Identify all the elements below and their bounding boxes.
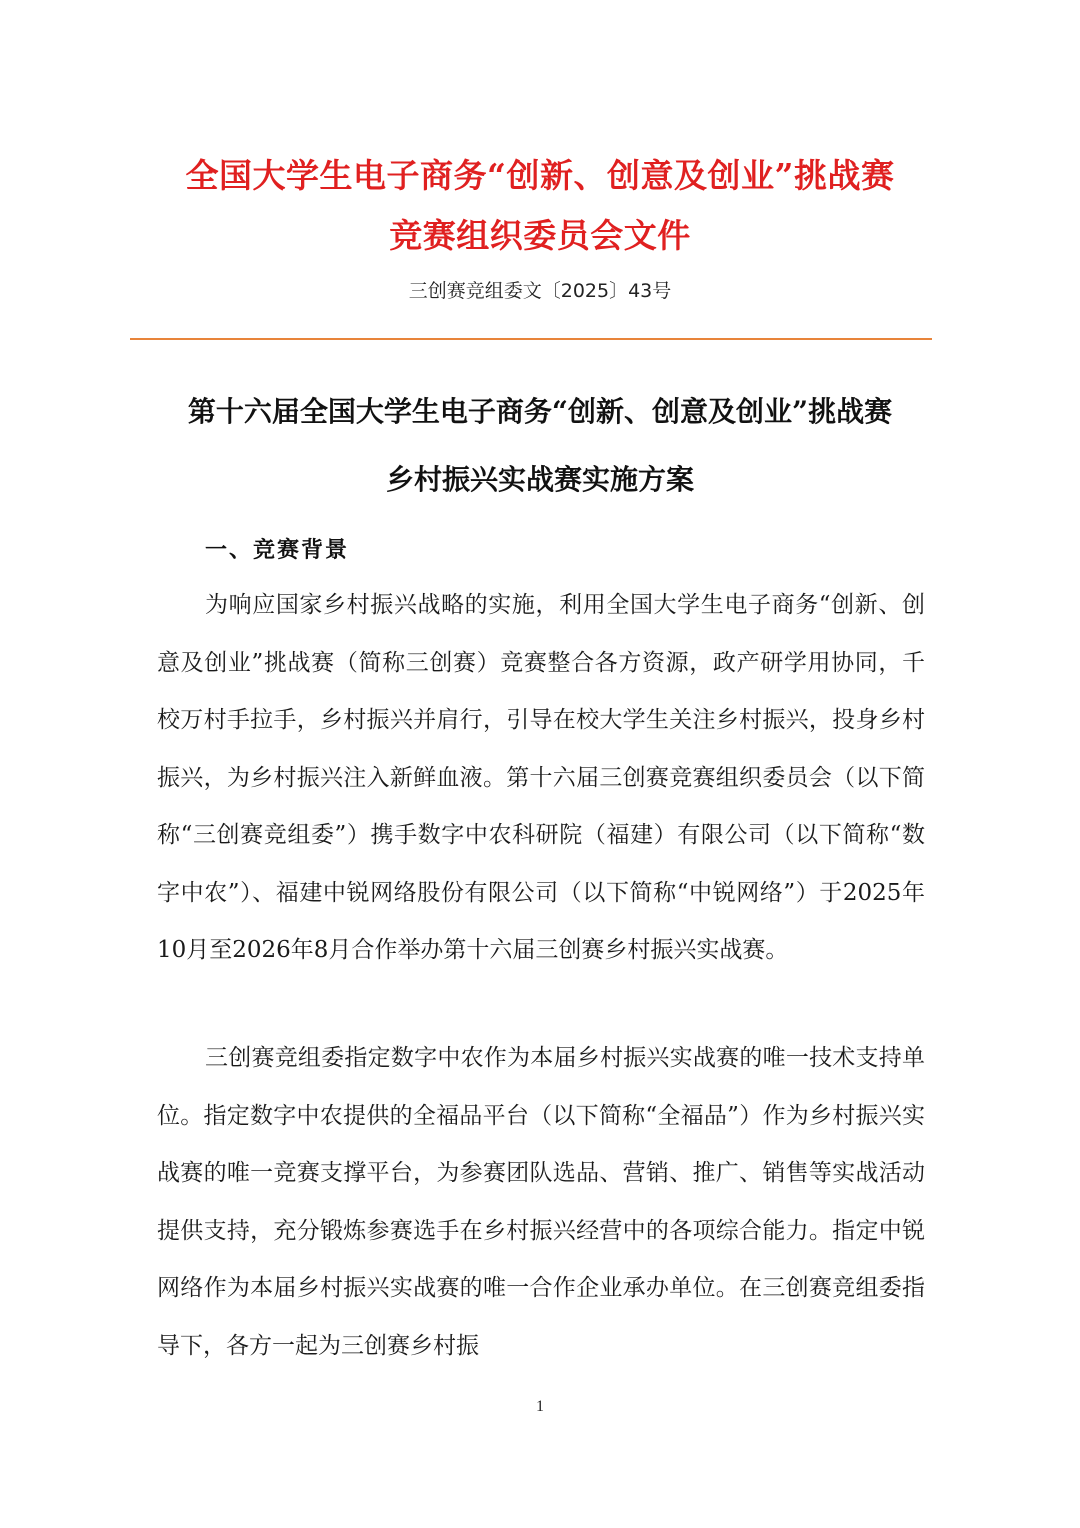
header-divider bbox=[130, 338, 932, 340]
document-title-line2: 乡村振兴实战赛实施方案 bbox=[385, 463, 694, 496]
org-title-line2: 竞赛组织委员会文件 bbox=[389, 216, 691, 255]
page-number: 1 bbox=[536, 1398, 544, 1415]
section-heading-background: 一、竞赛背景 bbox=[205, 538, 350, 563]
org-title-line1: 全国大学生电子商务“创新、创意及创业”挑战赛 bbox=[185, 156, 895, 195]
body-paragraph: 三创赛竞组委指定数字中农作为本届乡村振兴实战赛的唯一技术支持单位。指定数字中农提供的全福品平台（以下简称“全福品”）作为乡村振兴实战赛的唯一竞赛支撑平台，为参赛团队选品、营销、推广、销售等实战活动提供支持，充分锻炼参赛选手在乡村振兴经营中的各项综合能力。指定中锐网络作为本届乡村振兴实战赛的唯一合作企业承办单位。在三创赛竞组委指导下，各方一起为三创赛乡村振 bbox=[157, 1045, 925, 1359]
body-paragraph: 为响应国家乡村振兴战略的实施，利用全国大学生电子商务“创新、创意及创业”挑战赛（简称三创赛）竞赛整合各方资源，政产研学用协同，千校万村手拉手，乡村振兴并肩行，引导在校大学生关注乡村振兴，投身乡村振兴，为乡村振兴注入新鲜血液。第十六届三创赛竞赛组织委员会（以下简称“三创赛竞组委”）携手数字中农科研院（福建）有限公司（以下简称“数字中农”）、福建中锐网络股份有限公司（以下简称“中锐网络”）于2025年10月至2026年8月合作举办第十六届三创赛乡村振兴实战赛。 bbox=[157, 592, 925, 963]
document-number: 三创赛竞组委文〔2025〕43号 bbox=[408, 280, 672, 302]
document-title-line1: 第十六届全国大学生电子商务“创新、创意及创业”挑战赛 bbox=[187, 395, 893, 428]
